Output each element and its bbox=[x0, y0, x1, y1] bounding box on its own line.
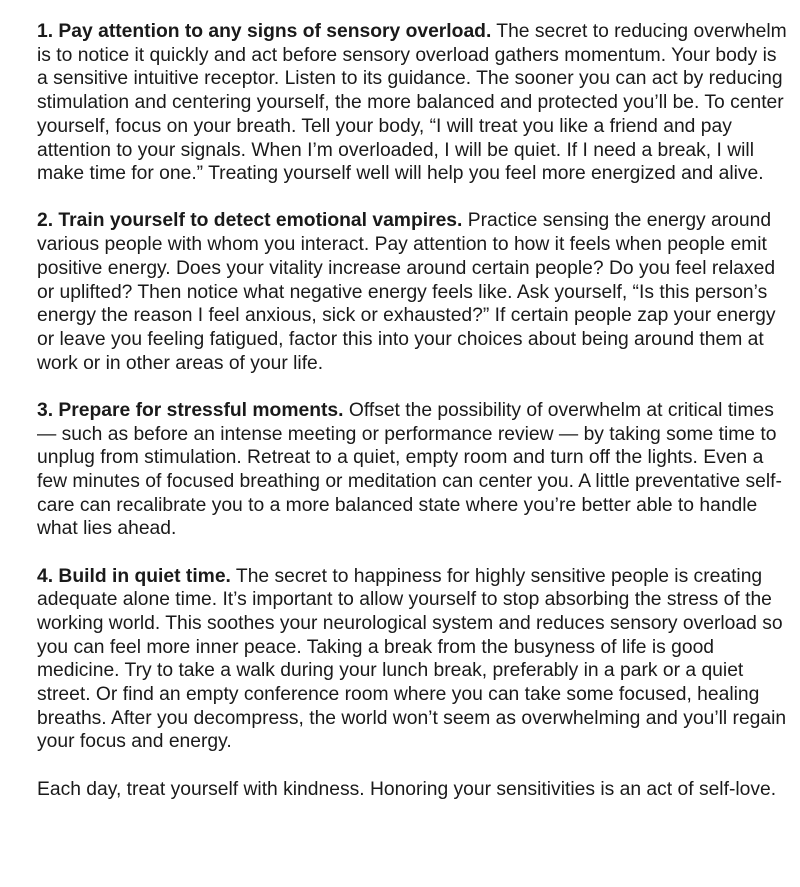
tip-paragraph-1 bbox=[37, 20, 787, 186]
tip-heading-3: 3. Prepare for stressful moments. bbox=[37, 399, 344, 421]
tip-body-3: Offset the possibility of overwhelm at critical times — such as before an intense meeting or performance review — by taking some time to unplug from stimulation. Retreat to a quiet, empty room and turn off the lights. Even a few minutes of focused breathing or meditation can center you. A little preventative self-care can recalibrate you to a more balanced state where you’re better able to handle what lies ahead. bbox=[37, 399, 782, 540]
tip-body-1: The secret to reducing overwhelm is to notice it quickly and act before sensory overload gathers momentum. Your body is a sensitive intuitive receptor. Listen to its guidance. The sooner you can act by reducing stimulation and centering yourself, the more balanced and protected you’ll be. To center yourself, focus on your breath. Tell your body, “I will treat you like a friend and pay attention to your signals. When I’m overloaded, I will be quiet. If I need a break, I will make time for one.” Treating yourself well will help you feel more energized and alive. bbox=[37, 21, 787, 185]
tip-heading-1: 1. Pay attention to any signs of sensory overload. bbox=[37, 21, 492, 42]
tip-paragraph-4 bbox=[37, 565, 787, 755]
tip-body-2: Practice sensing the energy around various people with whom you interact. Pay attention to how it feels when people emit positive energy. Does your vitality increase around certain people? Do you feel relaxed or uplifted? Then notice what negative energy feels like. Ask yourself, “Is this person’s energy the reason I feel anxious, sick or exhausted?” If certain people zap your energy or leave you feeling fatigued, factor this into your choices about being around them at work or in other areas of your life. bbox=[37, 210, 776, 374]
tip-heading-4: 4. Build in quiet time. bbox=[37, 565, 231, 587]
document-page bbox=[37, 20, 787, 825]
tip-paragraph-2 bbox=[37, 209, 787, 375]
closing-paragraph: Each day, treat yourself with kindness. Honoring your sensitivities is an act of self-love. bbox=[37, 778, 777, 800]
tip-body-4: The secret to happiness for highly sensitive people is creating adequate alone time. It’s important to allow yourself to stop absorbing the stress of the working world. This soothes your neurological system and reduces sensory overload so you can feel more inner peace. Taking a break from the busyness of life is good medicine. Try to take a walk during your lunch break, preferably in a park or a quiet street. Or find an empty conference room where you can take some focused, healing breaths. After you decompress, the world won’t seem as overwhelming and you’ll regain your focus and energy. bbox=[37, 565, 787, 753]
tip-paragraph-3 bbox=[37, 399, 787, 541]
tip-heading-2: 2. Train yourself to detect emotional vampires. bbox=[37, 210, 463, 232]
